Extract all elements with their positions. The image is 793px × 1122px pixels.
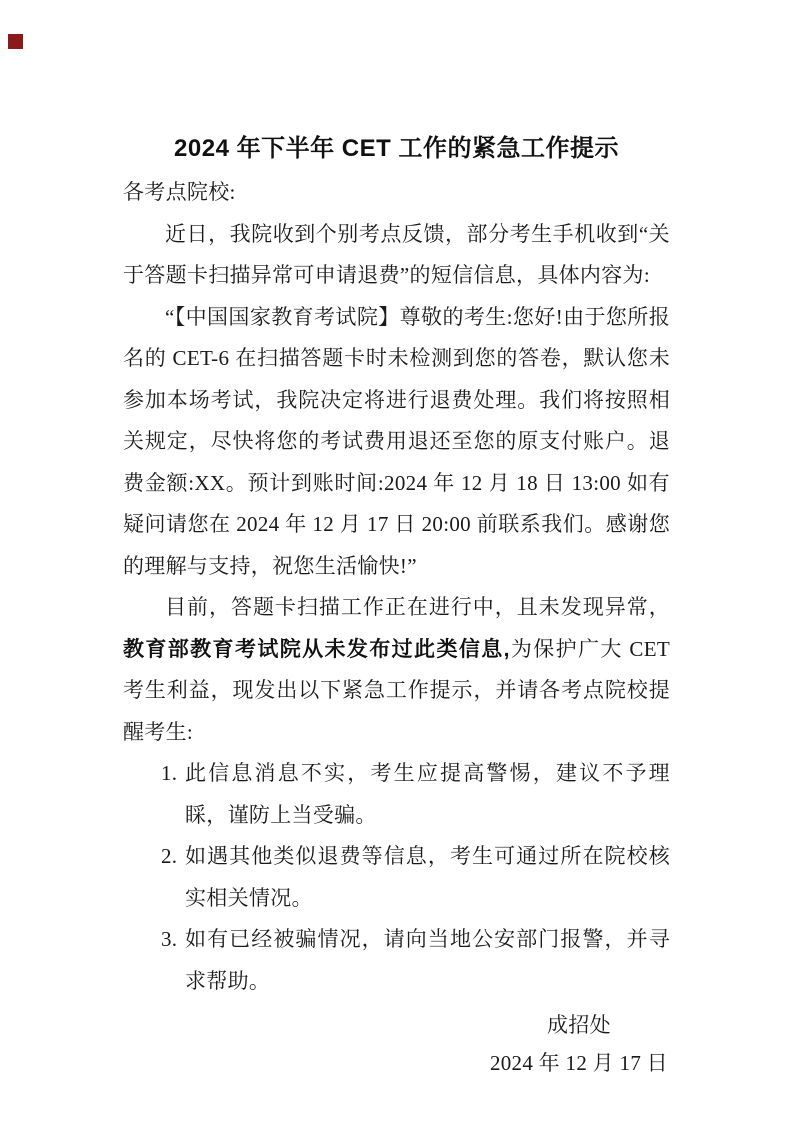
signature-date: 2024 年 12 月 17 日: [489, 1051, 668, 1075]
list-item-text: 如有已经被骗情况，请向当地公安部门报警，并寻求帮助。: [185, 927, 670, 993]
list-item-3: [123, 919, 670, 1002]
paragraph-statement: [123, 587, 670, 753]
list-item-1: [123, 753, 670, 836]
signature-department: 成招处: [547, 1013, 611, 1037]
list-number: 2.: [161, 844, 178, 868]
list-item-text: 此信息消息不实，考生应提高警惕，建议不予理睬，谨防上当受骗。: [185, 761, 670, 827]
list-number: 3.: [161, 927, 178, 951]
signature-block: [490, 1006, 668, 1082]
list-number: 1.: [161, 761, 178, 785]
salutation: 各考点院校:: [123, 180, 236, 204]
statement-text-1: 目前，答题卡扫描工作正在进行中，且未发现异常，: [165, 595, 670, 619]
document-title: 2024 年下半年 CET 工作的紧急工作提示: [174, 135, 619, 162]
statement-text-2: 为保护广大 CET 考生利益，现发出以下紧急工作提示，并请各考点院校提醒考生:: [123, 636, 670, 744]
list-item-2: [123, 836, 670, 919]
notice-body: [123, 126, 670, 1082]
cursor-marker: [8, 34, 23, 49]
paragraph-intro: 近日，我院收到个别考点反馈，部分考生手机收到“关于答题卡扫描异常可申请退费”的短信信息，具体内容为:: [123, 221, 670, 287]
tips-list: [123, 753, 670, 1002]
list-item-text: 如遇其他类似退费等信息，考生可通过所在院校核实相关情况。: [185, 844, 670, 910]
statement-bold-emphasis: 教育部教育考试院从未发布过此类信息,: [123, 637, 510, 661]
paragraph-sms-quote: “【中国国家教育考试院】尊敬的考生:您好!由于您所报名的 CET-6 在扫描答题卡时未检测到您的答卷，默认您未参加本场考试，我院决定将进行退费处理。我们将按照相关规定，尽快将您的考试费用退还至您的原支付账户。退费金额:XX。预计到账时间:2024 年 12 月 18 日 13:00 如有疑问请您在 2024 年 12 月 17 日 20:00 前联系我们。感谢您的理解与支持，祝您生活愉快!”: [123, 304, 670, 578]
